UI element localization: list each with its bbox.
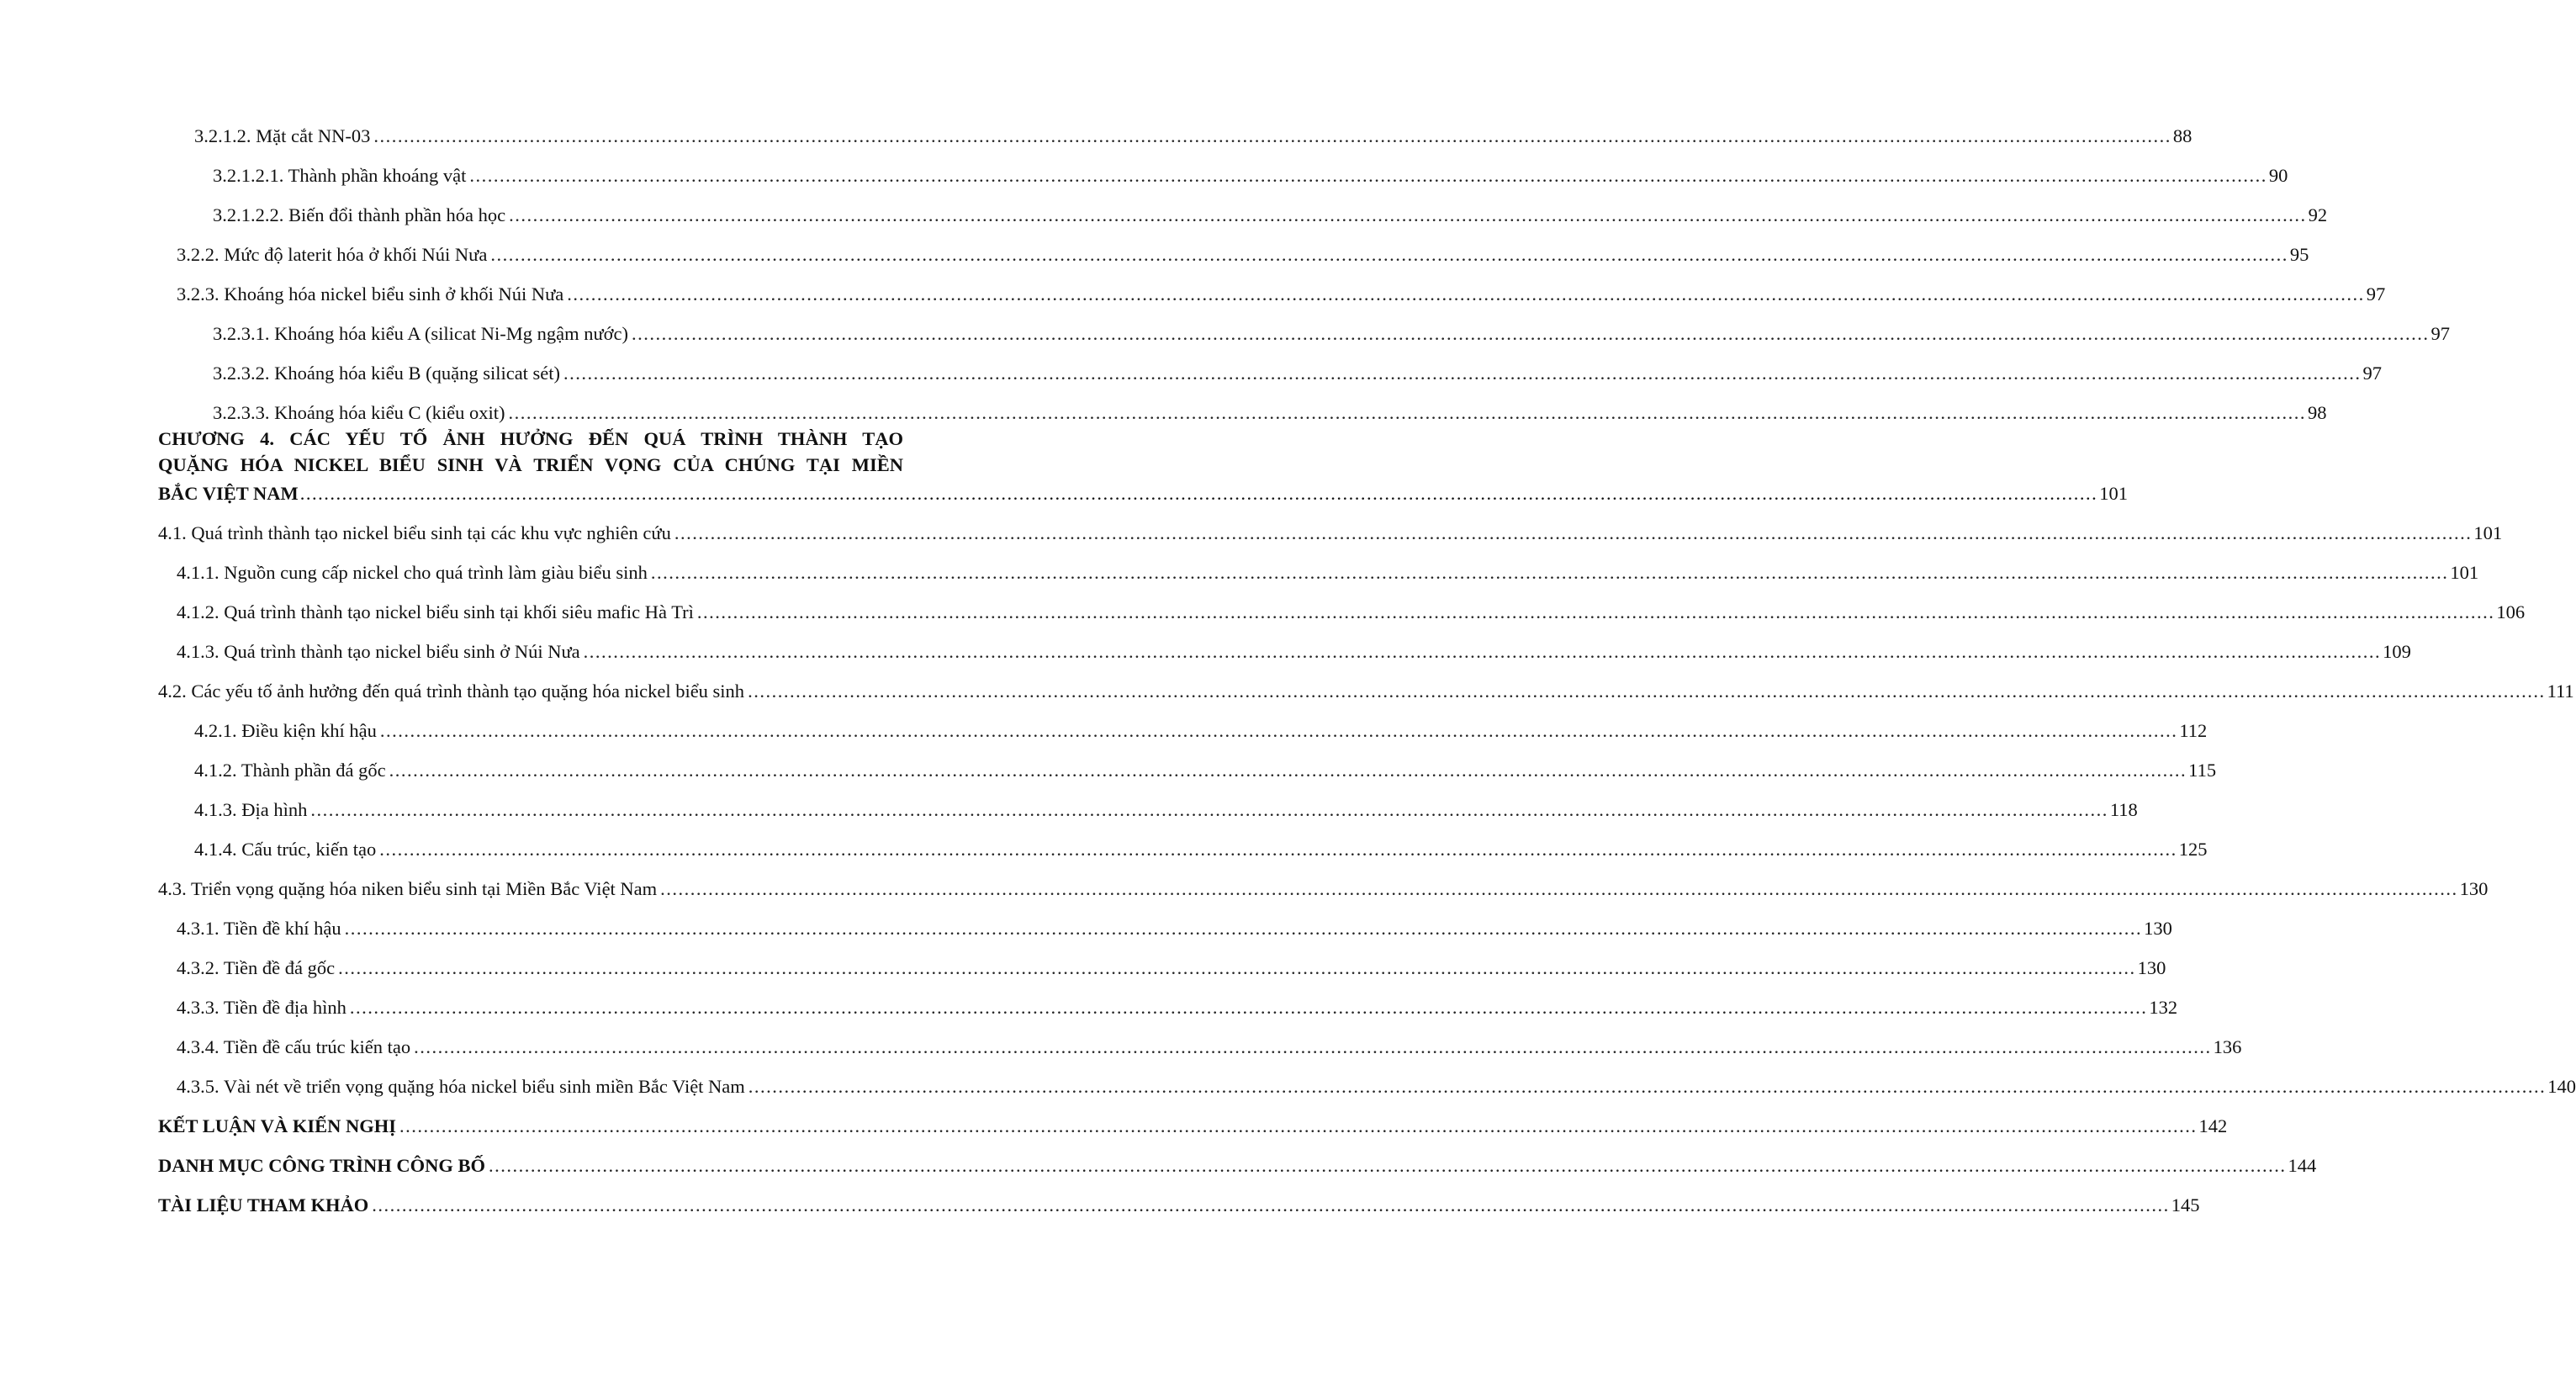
- toc-entry-title: 4.1.3. Quá trình thành tạo nickel biểu sinh ở Núi Nưa: [177, 641, 580, 662]
- toc-entry-title: 4.1.3. Địa hình: [194, 799, 308, 820]
- toc-entry-title: 4.1.2. Quá trình thành tạo nickel biểu sinh tại khối siêu mafic Hà Trì: [177, 601, 694, 622]
- toc-section-chapter4: [158, 506, 2576, 1218]
- toc-entry-title: 3.2.3.2. Khoáng hóa kiểu B (quặng silicat sét): [213, 363, 561, 384]
- toc-entry[interactable]: [158, 228, 2309, 267]
- toc-entry-title: 4.3.5. Vài nét về triển vọng quặng hóa nickel biểu sinh miền Bắc Việt Nam: [177, 1076, 745, 1097]
- toc-entry-title: 4.1.1. Nguồn cung cấp nickel cho quá trình làm giàu biểu sinh: [177, 562, 648, 583]
- dot-leader: ............................................................................................................................................................................................................................................................................................................: [373, 125, 2171, 146]
- page-number: 112: [2179, 720, 2208, 741]
- page-number: 97: [2362, 363, 2383, 384]
- page-number: 101: [2450, 562, 2479, 583]
- toc-entry[interactable]: [158, 267, 2386, 307]
- toc-entry[interactable]: [158, 823, 2208, 862]
- toc-entry-title: 3.2.2. Mức độ laterit hóa ở khối Núi Nưa: [177, 244, 488, 265]
- page-number: 142: [2198, 1115, 2228, 1136]
- toc-entry-title: 4.1. Quá trình thành tạo nickel biểu sinh tại các khu vực nghiên cứu: [158, 522, 671, 543]
- dot-leader: ............................................................................................................................................................................................................................................................................................................: [660, 878, 2458, 899]
- toc-entry[interactable]: [158, 1139, 2317, 1178]
- dot-leader: ............................................................................................................................................................................................................................................................................................................: [349, 997, 2148, 1018]
- chapter-title-line-3-text: BẮC VIỆT NAM: [158, 483, 299, 504]
- toc-entry-title: 4.2.1. Điều kiện khí hậu: [194, 720, 377, 741]
- toc-entry-title: 3.2.3.3. Khoáng hóa kiểu C (kiểu oxit): [213, 402, 505, 423]
- toc-entry[interactable]: [158, 188, 2328, 228]
- table-of-contents: [158, 109, 2576, 1218]
- page-number: 97: [2431, 323, 2451, 344]
- toc-entry-title: 3.2.3. Khoáng hóa nickel biểu sinh ở khối Núi Nưa: [177, 283, 564, 305]
- page-number: 101: [2473, 522, 2503, 543]
- page-number: 130: [2137, 957, 2166, 978]
- toc-entry[interactable]: [158, 744, 2217, 783]
- dot-leader: ............................................................................................................................................................................................................................................................................................................: [650, 562, 2449, 583]
- page-number: 92: [2308, 204, 2328, 225]
- toc-entry[interactable]: [158, 941, 2166, 981]
- dot-leader: ............................................................................................................................................................................................................................................................................................................: [696, 601, 2495, 622]
- dot-leader: ............................................................................................................................................................................................................................................................................................................: [748, 1076, 2547, 1097]
- dot-leader: ............................................................................................................................................................................................................................................................................................................: [508, 402, 2306, 423]
- dot-leader: ............................................................................................................................................................................................................................................................................................................: [469, 165, 2267, 186]
- page-number: 115: [2188, 760, 2217, 781]
- toc-entry[interactable]: [158, 506, 2503, 546]
- page-number: 144: [2288, 1155, 2317, 1176]
- dot-leader: ............................................................................................................................................................................................................................................................................................................: [299, 483, 2098, 504]
- chapter-title-line-3: [158, 478, 2128, 506]
- toc-entry[interactable]: [158, 307, 2451, 347]
- toc-entry-title: 4.3.2. Tiền đề đá gốc: [177, 957, 336, 978]
- toc-entry[interactable]: [158, 585, 2526, 625]
- toc-entry[interactable]: [158, 902, 2172, 941]
- toc-entry[interactable]: [158, 1060, 2576, 1099]
- dot-leader: ............................................................................................................................................................................................................................................................................................................: [490, 244, 2288, 265]
- page-number: 118: [2109, 799, 2138, 820]
- page-number: 130: [2459, 878, 2489, 899]
- chapter-title-line-2: QUẶNG HÓA NICKEL BIỂU SINH VÀ TRIỂN VỌNG CỦA CHÚNG TẠI MIỀN: [158, 454, 903, 475]
- dot-leader: ............................................................................................................................................................................................................................................................................................................: [389, 760, 2187, 781]
- dot-leader: ............................................................................................................................................................................................................................................................................................................: [488, 1155, 2287, 1176]
- toc-entry-title: 3.2.1.2. Mặt cắt NN-03: [194, 125, 371, 146]
- toc-entry-title: TÀI LIỆU THAM KHẢO: [158, 1194, 369, 1215]
- toc-section-chapter3: [158, 109, 2451, 426]
- toc-entry[interactable]: [158, 347, 2383, 386]
- toc-entry[interactable]: [158, 1178, 2200, 1218]
- page-number: 88: [2172, 125, 2193, 146]
- toc-entry-title: 3.2.3.1. Khoáng hóa kiểu A (silicat Ni-Mg ngậm nước): [213, 323, 629, 344]
- page-number: 140: [2547, 1076, 2576, 1097]
- dot-leader: ............................................................................................................................................................................................................................................................................................................: [414, 1036, 2212, 1057]
- page-number: 95: [2289, 244, 2309, 265]
- toc-entry-title: 4.3.3. Tiền đề địa hình: [177, 997, 346, 1018]
- toc-entry-title: DANH MỤC CÔNG TRÌNH CÔNG BỐ: [158, 1155, 485, 1176]
- dot-leader: ............................................................................................................................................................................................................................................................................................................: [372, 1194, 2170, 1215]
- dot-leader: ............................................................................................................................................................................................................................................................................................................: [509, 204, 2307, 225]
- dot-leader: ............................................................................................................................................................................................................................................................................................................: [674, 522, 2473, 543]
- toc-entry[interactable]: [158, 109, 2193, 149]
- page-number: 130: [2144, 918, 2172, 939]
- toc-entry-title: 3.2.1.2.1. Thành phần khoáng vật: [213, 165, 467, 186]
- toc-entry[interactable]: [158, 1020, 2242, 1060]
- dot-leader: ............................................................................................................................................................................................................................................................................................................: [338, 957, 2136, 978]
- page-number: 97: [2366, 283, 2386, 305]
- toc-entry[interactable]: [158, 386, 2327, 426]
- toc-entry-title: 4.3.4. Tiền đề cấu trúc kiến tạo: [177, 1036, 411, 1057]
- dot-leader: ............................................................................................................................................................................................................................................................................................................: [748, 681, 2546, 702]
- page-number: 109: [2383, 641, 2411, 662]
- page-number: 101: [2099, 483, 2128, 504]
- dot-leader: ............................................................................................................................................................................................................................................................................................................: [344, 918, 2143, 939]
- page-number: 145: [2171, 1194, 2200, 1215]
- toc-entry[interactable]: [158, 704, 2208, 744]
- page-number: 90: [2268, 165, 2288, 186]
- toc-entry-title: KẾT LUẬN VÀ KIẾN NGHỊ: [158, 1115, 396, 1136]
- toc-entry-title: 4.1.4. Cấu trúc, kiến tạo: [194, 839, 377, 860]
- page-number: 136: [2213, 1036, 2242, 1057]
- toc-entry[interactable]: [158, 665, 2574, 704]
- toc-entry-title: 4.3. Triển vọng quặng hóa niken biểu sinh tại Miền Bắc Việt Nam: [158, 878, 658, 899]
- dot-leader: ............................................................................................................................................................................................................................................................................................................: [310, 799, 2108, 820]
- toc-entry[interactable]: [158, 625, 2411, 665]
- toc-entry[interactable]: [158, 981, 2178, 1020]
- dot-leader: ............................................................................................................................................................................................................................................................................................................: [563, 363, 2362, 384]
- toc-entry[interactable]: [158, 546, 2479, 585]
- toc-entry-title: 4.3.1. Tiền đề khí hậu: [177, 918, 341, 939]
- dot-leader: ............................................................................................................................................................................................................................................................................................................: [567, 283, 2365, 305]
- toc-entry[interactable]: [158, 149, 2288, 188]
- chapter-title-line-1: CHƯƠNG 4. CÁC YẾU TỐ ẢNH HƯỞNG ĐẾN QUÁ TRÌNH THÀNH TẠO: [158, 428, 903, 449]
- toc-entry-title: 4.2. Các yếu tố ảnh hưởng đến quá trình thành tạo quặng hóa nickel biểu sinh: [158, 681, 745, 702]
- dot-leader: ............................................................................................................................................................................................................................................................................................................: [399, 1115, 2198, 1136]
- page-number: 132: [2149, 997, 2178, 1018]
- page-number: 111: [2547, 681, 2574, 702]
- toc-entry[interactable]: [158, 783, 2138, 823]
- page-number: 125: [2178, 839, 2208, 860]
- page-number: 98: [2307, 402, 2327, 423]
- dot-leader: ............................................................................................................................................................................................................................................................................................................: [379, 839, 2177, 860]
- toc-entry[interactable]: [158, 1099, 2228, 1139]
- toc-entry-title: 4.1.2. Thành phần đá gốc: [194, 760, 386, 781]
- toc-entry-title: 3.2.1.2.2. Biến đổi thành phần hóa học: [213, 204, 506, 225]
- dot-leader: ............................................................................................................................................................................................................................................................................................................: [379, 720, 2178, 741]
- page-number: 106: [2496, 601, 2526, 622]
- dot-leader: ............................................................................................................................................................................................................................................................................................................: [583, 641, 2382, 662]
- toc-entry[interactable]: [158, 862, 2489, 902]
- dot-leader: ............................................................................................................................................................................................................................................................................................................: [632, 323, 2430, 344]
- toc-chapter-4-heading[interactable]: [158, 426, 2128, 506]
